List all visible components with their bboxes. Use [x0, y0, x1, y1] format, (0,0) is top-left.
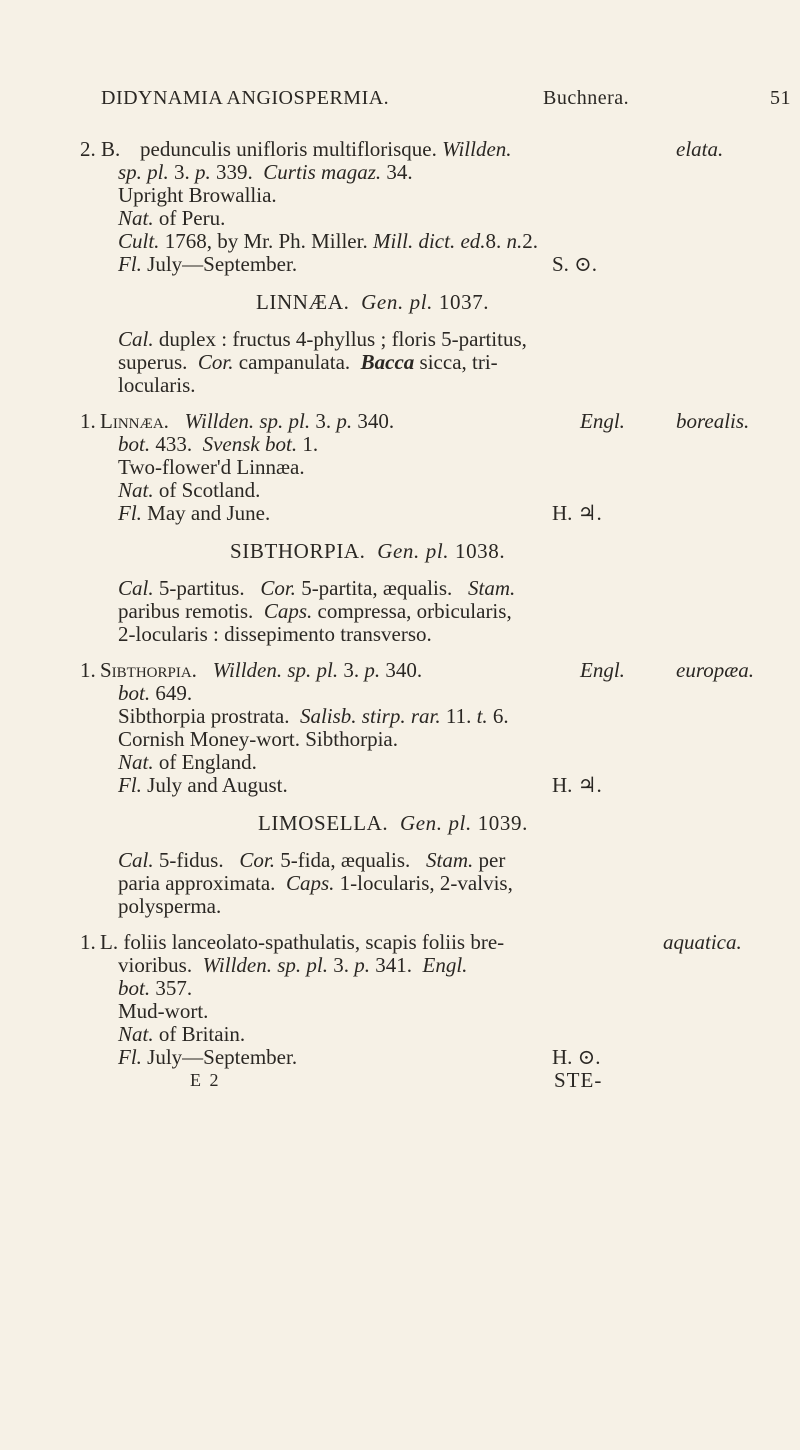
fl-text: July—September.: [147, 1045, 298, 1069]
duration-symbol: H. ♃.: [552, 501, 602, 525]
caps-label: Caps.: [285, 871, 335, 895]
caps-text: 1-locularis, 2-valvis,: [339, 871, 513, 895]
genus-description-line: locularis.: [118, 373, 196, 397]
calyx-line: [118, 849, 505, 872]
calyx-line: [118, 328, 527, 351]
duration-symbol: H. ♃.: [552, 773, 602, 797]
fl-text: July—September.: [147, 252, 298, 276]
cult-ref: 2.: [522, 229, 539, 253]
flowering-line: [118, 774, 288, 797]
entry-number: 2. B.: [80, 137, 121, 161]
ref-part: sp. pl.: [118, 160, 169, 184]
genus-name: LINNÆA.: [256, 290, 350, 314]
common-name: Mud-wort.: [118, 999, 209, 1023]
desc-part: compressa, orbicularis,: [317, 599, 512, 623]
cal-text: 5-partitus.: [158, 576, 245, 600]
ref-part: p.: [195, 160, 211, 184]
ref-part: 339.: [216, 160, 253, 184]
genus-ref: Gen. pl.: [361, 290, 434, 314]
desc-part: Bacca: [360, 350, 415, 374]
reference-line: [118, 433, 318, 456]
calyx-line: [118, 577, 515, 600]
ref-part: bot.: [118, 432, 151, 456]
entry-diagnosis: [140, 138, 512, 161]
reference-line: [118, 161, 413, 184]
cor-label: Cor.: [239, 848, 275, 872]
ref-part: bot.: [118, 681, 151, 705]
duration-symbol: S. ⊙.: [552, 252, 598, 276]
desc-part: paria approximata.: [118, 871, 276, 895]
synonym-line: [118, 705, 509, 728]
genus-num: 1039.: [477, 811, 528, 835]
cor-text: 5-partita, æqualis.: [301, 576, 453, 600]
page-number: 51: [770, 87, 791, 109]
genus-description-line: 2-locularis : dissepimento transverso.: [118, 622, 432, 646]
fl-text: July and August.: [147, 773, 288, 797]
fl-label: Fl.: [118, 501, 142, 525]
species-epithet: aquatica.: [663, 930, 742, 954]
genus-heading: [258, 812, 528, 835]
diagnosis-text: vioribus.: [118, 953, 193, 977]
species-name: Sibthorpia.: [100, 658, 197, 682]
cultivation-line: [118, 230, 538, 253]
ref-part: 11.: [445, 704, 472, 728]
entry-number: 1.: [80, 658, 96, 682]
native-text: of Scotland.: [158, 478, 261, 502]
flowering-line: [118, 1046, 297, 1069]
species-epithet: elata.: [676, 137, 724, 161]
species-epithet: europæa.: [676, 658, 754, 682]
ref-part: 3.: [333, 953, 350, 977]
ref-part: bot.: [118, 976, 151, 1000]
desc-part: superus.: [118, 350, 188, 374]
genus-description-line: [118, 351, 498, 374]
flowering-line: [118, 253, 297, 276]
entry-number: 1.: [80, 930, 96, 954]
entry-heading: [100, 659, 422, 682]
native-label: Nat.: [118, 750, 154, 774]
ref-part: 433.: [155, 432, 193, 456]
common-name: Cornish Money-wort. Sibthorpia.: [118, 727, 398, 751]
ref-part: 1.: [302, 432, 319, 456]
native-line: [118, 1023, 245, 1046]
genus-description-line: [118, 600, 512, 623]
reference-line: [118, 977, 192, 1000]
ref-part: Curtis magaz.: [263, 160, 382, 184]
flowering-line: [118, 502, 270, 525]
ref-part: t.: [476, 704, 488, 728]
common-name: Upright Browallia.: [118, 183, 277, 207]
ref-part: p.: [354, 953, 371, 977]
genus-heading: [230, 540, 505, 563]
genus-description-line: polysperma.: [118, 894, 222, 918]
desc-part: paribus remotis.: [118, 599, 254, 623]
ref-part: 6.: [492, 704, 509, 728]
desc-part: Caps.: [263, 599, 313, 623]
cult-label: Cult.: [118, 229, 160, 253]
entry-heading: [100, 410, 394, 433]
running-header: [101, 87, 791, 111]
native-label: Nat.: [118, 1022, 154, 1046]
cal-text: duplex : fructus 4-phyllus ; floris 5-partitus,: [158, 327, 527, 351]
entry-heading: [100, 931, 504, 954]
ref-part: 3.: [343, 658, 360, 682]
ref-part: 340.: [357, 409, 395, 433]
cal-label: Cal.: [118, 327, 154, 351]
native-label: Nat.: [118, 206, 154, 230]
cor-label: Cor.: [260, 576, 296, 600]
desc-part: sicca, tri-: [419, 350, 498, 374]
entry-number: 1.: [80, 409, 96, 433]
ref-part: 3.: [174, 160, 190, 184]
native-text: of Peru.: [158, 206, 226, 230]
engl-ref: Engl.: [580, 409, 625, 433]
species-epithet: borealis.: [676, 409, 750, 433]
native-label: Nat.: [118, 478, 154, 502]
native-line: [118, 207, 225, 230]
reference-line: [118, 682, 192, 705]
duration-symbol: H. ⊙.: [552, 1045, 601, 1069]
running-genus: Buchnera.: [543, 87, 630, 109]
cult-ref: 8.: [485, 229, 502, 253]
stam-label: Stam.: [426, 848, 474, 872]
genus-num: 1038.: [454, 539, 506, 563]
reference-line: [118, 954, 467, 977]
stam-text: per: [478, 848, 506, 872]
cult-text: 1768, by Mr. Ph. Miller.: [164, 229, 368, 253]
genus-description-line: [118, 872, 513, 895]
cult-ref: Mill. dict. ed.: [372, 229, 486, 253]
diagnosis-text: foliis lanceolato-spathulatis, scapis foliis bre-: [123, 930, 505, 954]
authority: Willden. sp. pl.: [184, 409, 311, 433]
cor-text: 5-fida, æqualis.: [280, 848, 411, 872]
common-name: Two-flower'd Linnæa.: [118, 455, 305, 479]
cal-label: Cal.: [118, 848, 154, 872]
fl-label: Fl.: [118, 773, 142, 797]
authority: Willden. sp. pl.: [202, 953, 329, 977]
desc-part: Cor.: [197, 350, 234, 374]
ref-part: Salisb. stirp. rar.: [299, 704, 441, 728]
ref-part: 340.: [385, 658, 423, 682]
fl-label: Fl.: [118, 252, 142, 276]
genus-name: LIMOSELLA.: [258, 811, 389, 835]
catchword: STE-: [554, 1068, 603, 1092]
desc-part: campanulata.: [238, 350, 351, 374]
genus-heading: [256, 291, 489, 314]
species-name: Linnæa.: [100, 409, 169, 433]
running-title: DIDYNAMIA ANGIOSPERMIA.: [101, 87, 390, 109]
genus-num: 1037.: [438, 290, 490, 314]
ref-part: p.: [336, 409, 353, 433]
genus-ref: Gen. pl.: [377, 539, 450, 563]
signature-mark: E 2: [190, 1070, 221, 1090]
genus-name: SIBTHORPIA.: [230, 539, 366, 563]
ref-part: 34.: [386, 160, 413, 184]
engl-ref: Engl.: [580, 658, 625, 682]
native-line: [118, 479, 260, 502]
ref-part: 649.: [155, 681, 193, 705]
ref-part: 341.: [375, 953, 413, 977]
native-text: of Britain.: [158, 1022, 246, 1046]
synonym: Sibthorpia prostrata.: [118, 704, 290, 728]
fl-label: Fl.: [118, 1045, 142, 1069]
authority: Willden. sp. pl.: [212, 658, 339, 682]
native-text: of England.: [158, 750, 257, 774]
ref-part: 3.: [315, 409, 332, 433]
ref-part: Svensk bot.: [202, 432, 298, 456]
ref-part: p.: [364, 658, 381, 682]
species-name: L.: [100, 930, 119, 954]
native-line: [118, 751, 257, 774]
fl-text: May and June.: [147, 501, 271, 525]
engl-ref: Engl.: [422, 953, 468, 977]
stam-label: Stam.: [468, 576, 516, 600]
cal-text: 5-fidus.: [158, 848, 224, 872]
authority: Willden.: [442, 137, 512, 161]
genus-ref: Gen. pl.: [399, 811, 472, 835]
ref-part: 357.: [155, 976, 193, 1000]
cult-ref: n.: [506, 229, 523, 253]
cal-label: Cal.: [118, 576, 154, 600]
diagnosis-text: pedunculis unifloris multiflorisque.: [140, 137, 437, 161]
